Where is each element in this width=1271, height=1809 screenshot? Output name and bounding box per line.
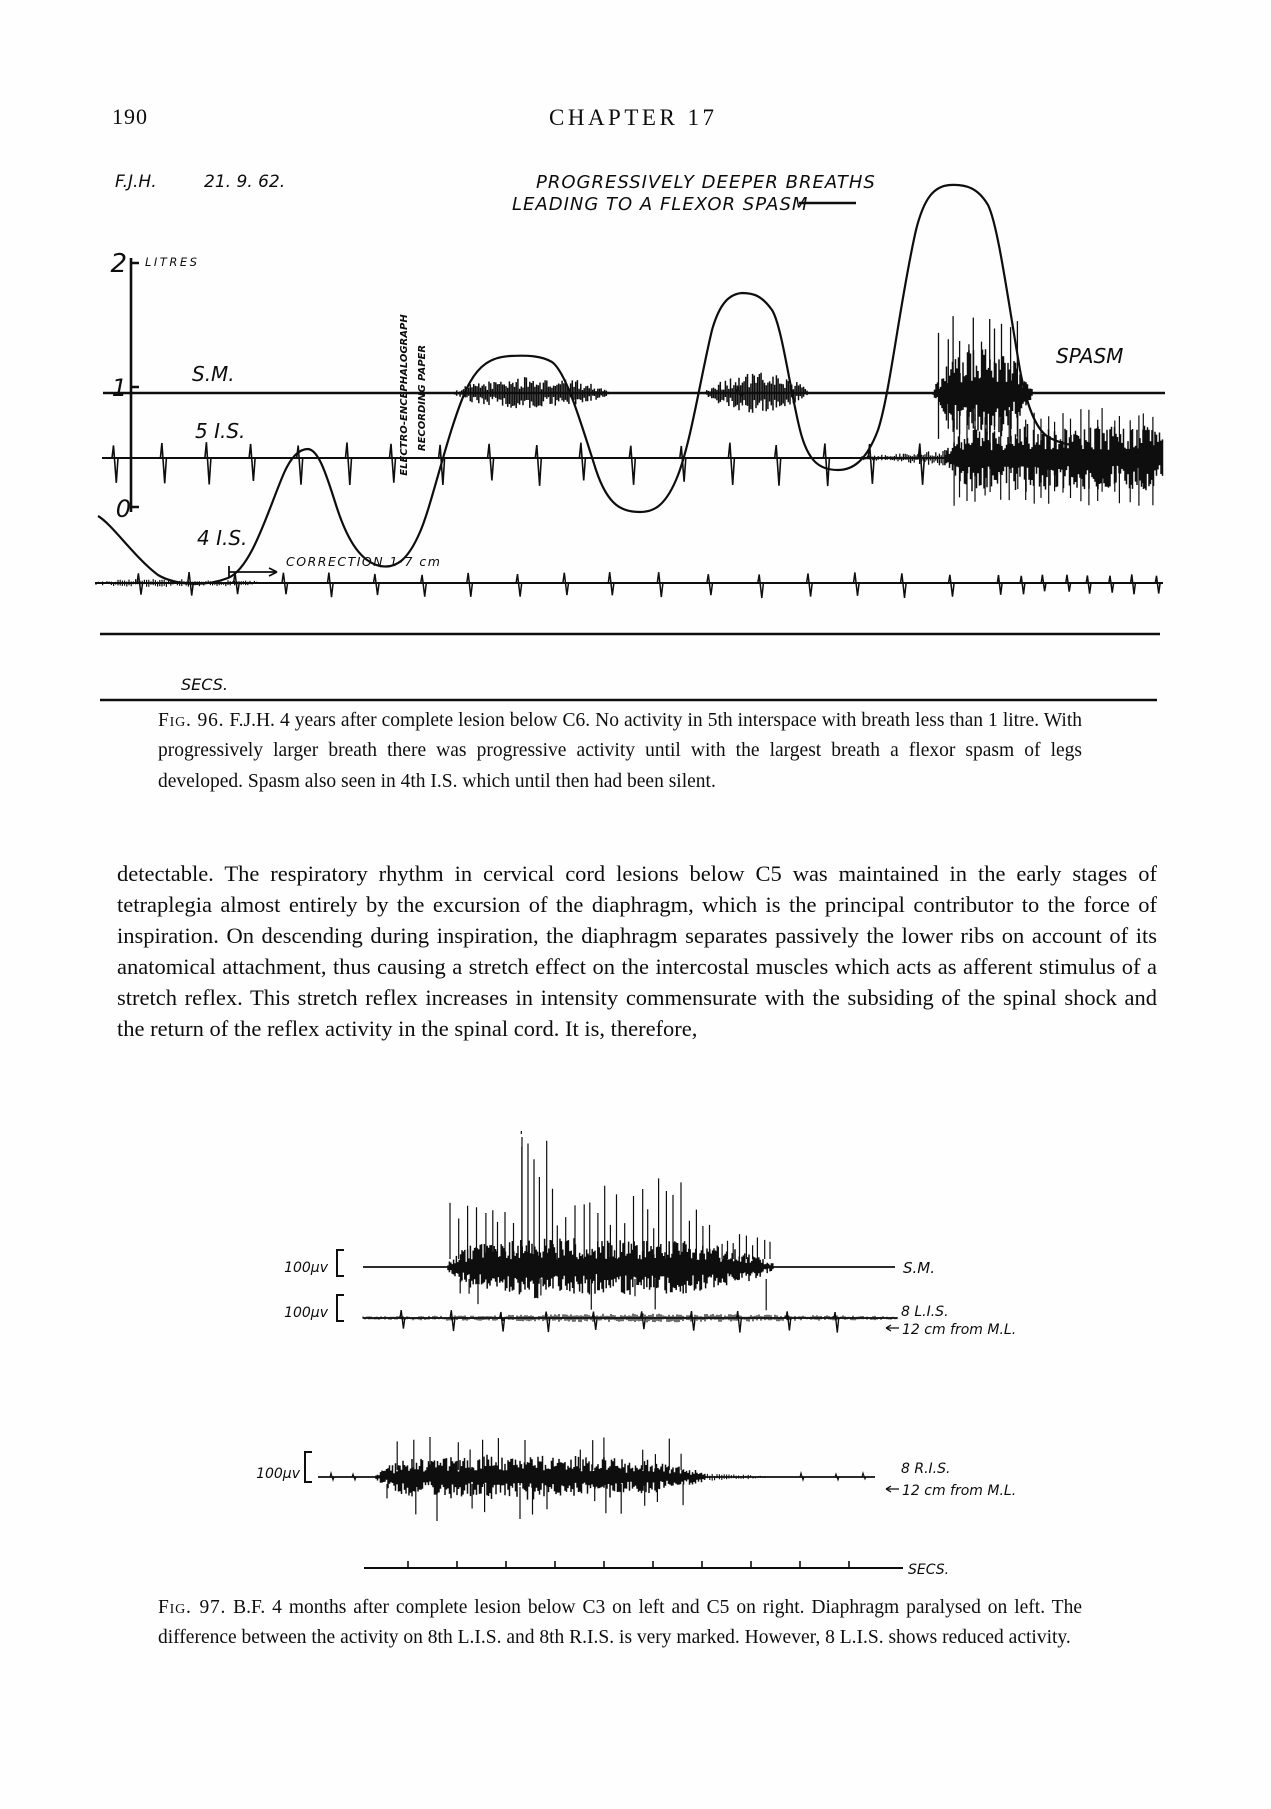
correction-annotation	[229, 554, 441, 577]
stamp-text-1: ELECTRO-ENCEPHALOGRAPH	[399, 314, 410, 476]
left-arrow-icon-2	[886, 1486, 899, 1492]
secs-label-97: SECS.	[908, 1562, 950, 1578]
volume-axis	[110, 249, 199, 523]
sm-trace-label: S.M.	[192, 362, 235, 386]
stamp-text-2: RECORDING PAPER	[417, 344, 428, 452]
sm-emg-bursts	[455, 316, 1032, 450]
axis-label-0: 0	[115, 495, 131, 523]
calibration-label-3: 100μv	[256, 1466, 300, 1482]
secs-label-96: SECS.	[181, 675, 228, 694]
sm-emg-burst-2	[705, 373, 807, 413]
calibration-bracket-1	[337, 1250, 344, 1276]
fig96-caption-label: Fig. 96.	[158, 710, 225, 731]
fig96-date: 21. 9. 62.	[204, 172, 286, 192]
fig96-patient-id: F.J.H.	[115, 172, 157, 192]
fig96-annotation-line1: PROGRESSIVELY DEEPER BREATHS	[536, 172, 876, 193]
fig96-annotation-line2: LEADING TO A FLEXOR SPASM	[512, 194, 809, 215]
t1-burst	[448, 1131, 773, 1310]
fig96-caption	[158, 706, 1082, 797]
axis-unit-litres: LITRES	[145, 255, 200, 269]
figure-97	[250, 1130, 1060, 1600]
calibration-bracket-3	[305, 1452, 312, 1482]
t2-activity	[363, 1310, 897, 1333]
t1-label: S.M.	[903, 1259, 935, 1277]
calibration-label-2: 100μv	[284, 1305, 328, 1321]
t3-burst	[330, 1437, 866, 1521]
is5-activity	[112, 408, 1163, 506]
t3-sublabel: 12 cm from M.L.	[902, 1483, 1017, 1499]
is4-trace-label: 4 I.S.	[197, 526, 248, 550]
spasm-label: SPASM	[1056, 344, 1124, 368]
axis-label-2: 2	[110, 249, 127, 279]
is5-ecg-spikes	[112, 442, 924, 486]
left-arrow-icon-1	[886, 1325, 899, 1331]
t2-label: 8 L.I.S.	[901, 1304, 949, 1320]
correction-label: CORRECTION 1·7 cm	[286, 554, 442, 569]
calibration-label-1: 100μv	[284, 1260, 328, 1276]
chapter-heading: CHAPTER 17	[549, 105, 718, 130]
t3-label: 8 R.I.S.	[901, 1461, 951, 1477]
correction-arrow	[229, 566, 277, 577]
is4-activity	[96, 572, 1160, 598]
t2-sublabel: 12 cm from M.L.	[902, 1322, 1017, 1338]
figure-96	[85, 140, 1185, 715]
fig97-caption-text: B.F. 4 months after complete lesion below C3 on left and C5 on right. Diaphragm paralysed on left. The difference between the activity on 8th L.I.S. and 8th R.I.S. is very marked. However, 8 L.I.S. shows reduced activity.	[158, 1597, 1082, 1649]
fig97-caption-label: Fig. 97.	[158, 1597, 227, 1618]
is5-trace-label: 5 I.S.	[195, 419, 246, 443]
fig97-caption	[158, 1593, 1082, 1654]
secs-ticks	[408, 1561, 849, 1568]
breath-trace	[98, 185, 1072, 584]
page-number: 190	[112, 104, 148, 129]
fig96-caption-text: F.J.H. 4 years after complete lesion below C6. No activity in 5th interspace with breath less than 1 litre. With progressively larger breath there was progressive activity until with the largest breath a flexor spasm of legs developed. Spasm also seen in 4th I.S. which until then had been silent.	[158, 710, 1082, 792]
is4-ecg-spikes	[137, 572, 1160, 598]
calibration-bracket-2	[337, 1295, 344, 1321]
axis-label-1: 1	[111, 374, 127, 402]
body-paragraph: detectable. The respiratory rhythm in cervical cord lesions below C5 was maintained in the early stages of tetraplegia almost entirely by the excursion of the diaphragm, which is the principal contributor to the force of inspiration. On descending during inspiration, the diaphragm separates passively the lower ribs on account of its anatomical attachment, thus causing a stretch effect on the intercostal muscles which acts as afferent stimulus of a stretch reflex. This stretch reflex increases in intensity commensurate with the subsiding of the spinal shock and the return of the reflex activity in the spinal cord. It is, therefore,	[117, 861, 1157, 1041]
